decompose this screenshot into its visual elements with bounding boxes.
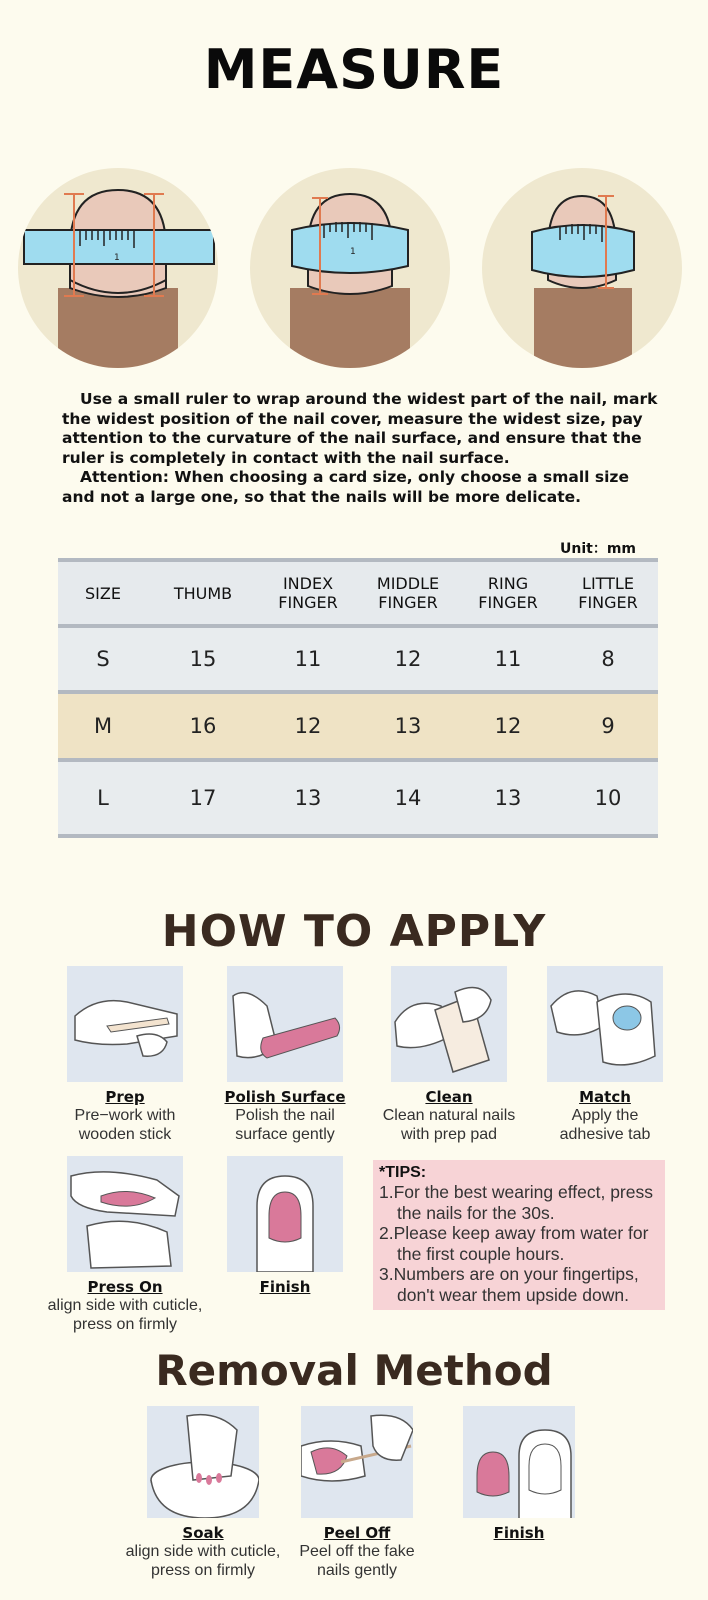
header-size: SIZE xyxy=(85,583,121,603)
value-cell: 11 xyxy=(494,647,522,671)
value-cell: 13 xyxy=(494,786,522,810)
step-clean xyxy=(364,966,534,1144)
soak-bowl-icon xyxy=(147,1406,259,1518)
step-title: Clean xyxy=(425,1088,473,1106)
step-desc: Peel off the fake xyxy=(299,1543,415,1560)
finished-nail-icon xyxy=(227,1156,343,1272)
step-desc: Polish the nail xyxy=(235,1107,335,1124)
step-desc: Pre−work with xyxy=(74,1107,176,1124)
step-desc: press on firmly xyxy=(150,1562,256,1579)
measure-illustration-3 xyxy=(482,168,682,368)
svg-text:1: 1 xyxy=(114,253,120,263)
tip-item: 2.Please keep away from water for the first couple hours. xyxy=(379,1223,649,1264)
measure-attention-paragraph: Attention: When choosing a card size, only choose a small size and not a large one, so that the nails will be more delicate. xyxy=(62,468,629,506)
table-row-s xyxy=(58,628,658,690)
step-desc: Clean natural nails xyxy=(382,1107,516,1124)
prep-pad-icon xyxy=(391,966,507,1082)
step-title: Polish Surface xyxy=(224,1088,346,1106)
finger-ruler-icon xyxy=(482,168,682,368)
step-desc: wooden stick xyxy=(78,1126,172,1143)
value-cell: 14 xyxy=(394,786,422,810)
tips-box xyxy=(373,1160,665,1310)
step-press-on xyxy=(40,1156,210,1334)
adhesive-tab-icon xyxy=(547,966,663,1082)
removal-step-peel-off xyxy=(272,1406,442,1580)
size-cell: L xyxy=(97,786,109,810)
measure-title: MEASURE xyxy=(203,38,505,101)
tip-item: 3.Numbers are on your fingertips, don't wear them upside down. xyxy=(379,1264,639,1305)
removal-method-title: Removal Method xyxy=(155,1346,553,1395)
value-cell: 10 xyxy=(594,786,622,810)
removal-step-finish xyxy=(434,1406,604,1542)
header-thumb: THUMB xyxy=(173,583,233,603)
svg-text:1: 1 xyxy=(350,247,356,257)
step-title: Soak xyxy=(182,1524,224,1542)
measure-instructions-paragraph: Use a small ruler to wrap around the widest part of the nail, mark the widest position of the nail cover, measure the widest size, pay attention to the curvature of the nail surface, and ensure that the ruler is completely in contact with the nail surface. xyxy=(62,390,658,467)
step-desc: Apply the xyxy=(571,1107,639,1124)
how-to-apply-title: HOW TO APPLY xyxy=(161,906,547,957)
value-cell: 8 xyxy=(601,647,615,671)
value-cell: 12 xyxy=(394,647,422,671)
step-desc: align side with cuticle, xyxy=(47,1297,203,1314)
press-on-icon xyxy=(67,1156,183,1272)
measure-illustration-1 xyxy=(18,168,218,368)
tip-item: 1.For the best wearing effect, press the nails for the 30s. xyxy=(379,1182,653,1223)
table-row-m xyxy=(58,694,658,758)
prep-stick-icon xyxy=(67,966,183,1082)
step-title: Match xyxy=(579,1088,631,1106)
peel-off-icon xyxy=(301,1406,413,1518)
step-match xyxy=(520,966,690,1144)
size-table xyxy=(58,558,658,850)
step-prep xyxy=(40,966,210,1144)
value-cell: 13 xyxy=(294,786,322,810)
step-title: Prep xyxy=(105,1088,145,1106)
step-finish xyxy=(200,1156,370,1296)
step-desc: nails gently xyxy=(316,1562,398,1579)
header-little-finger: LITTLE FINGER xyxy=(578,574,638,612)
step-desc: adhesive tab xyxy=(559,1126,651,1143)
value-cell: 11 xyxy=(294,647,322,671)
step-title: Finish xyxy=(259,1278,311,1296)
size-cell: S xyxy=(96,647,110,671)
step-polish-surface xyxy=(200,966,370,1144)
value-cell: 9 xyxy=(601,714,615,738)
value-cell: 17 xyxy=(189,786,217,810)
bare-nail-icon xyxy=(463,1406,575,1518)
value-cell: 12 xyxy=(494,714,522,738)
step-desc: surface gently xyxy=(235,1126,335,1143)
value-cell: 15 xyxy=(189,647,217,671)
measure-instructions xyxy=(62,390,662,507)
value-cell: 13 xyxy=(394,714,422,738)
step-title: Peel Off xyxy=(323,1524,391,1542)
measure-illustration-2 xyxy=(250,168,450,368)
finger-ruler-icon xyxy=(18,168,218,368)
header-ring-finger: RING FINGER xyxy=(478,574,538,612)
table-row-l xyxy=(58,762,658,834)
value-cell: 12 xyxy=(294,714,322,738)
value-cell: 16 xyxy=(189,714,217,738)
step-desc: align side with cuticle, xyxy=(125,1543,281,1560)
step-desc: press on firmly xyxy=(72,1316,178,1333)
step-title: Finish xyxy=(493,1524,545,1542)
nail-file-icon xyxy=(227,966,343,1082)
tips-title: *TIPS: xyxy=(379,1164,427,1181)
step-title: Press On xyxy=(87,1278,163,1296)
unit-label: Unit：mm xyxy=(560,541,637,557)
finger-ruler-icon xyxy=(250,168,450,368)
table-header-row xyxy=(58,562,658,624)
header-index-finger: INDEX FINGER xyxy=(278,574,338,612)
size-cell: M xyxy=(93,714,113,738)
header-middle-finger: MIDDLE FINGER xyxy=(376,574,440,612)
removal-step-soak xyxy=(118,1406,288,1580)
step-desc: with prep pad xyxy=(400,1126,498,1143)
